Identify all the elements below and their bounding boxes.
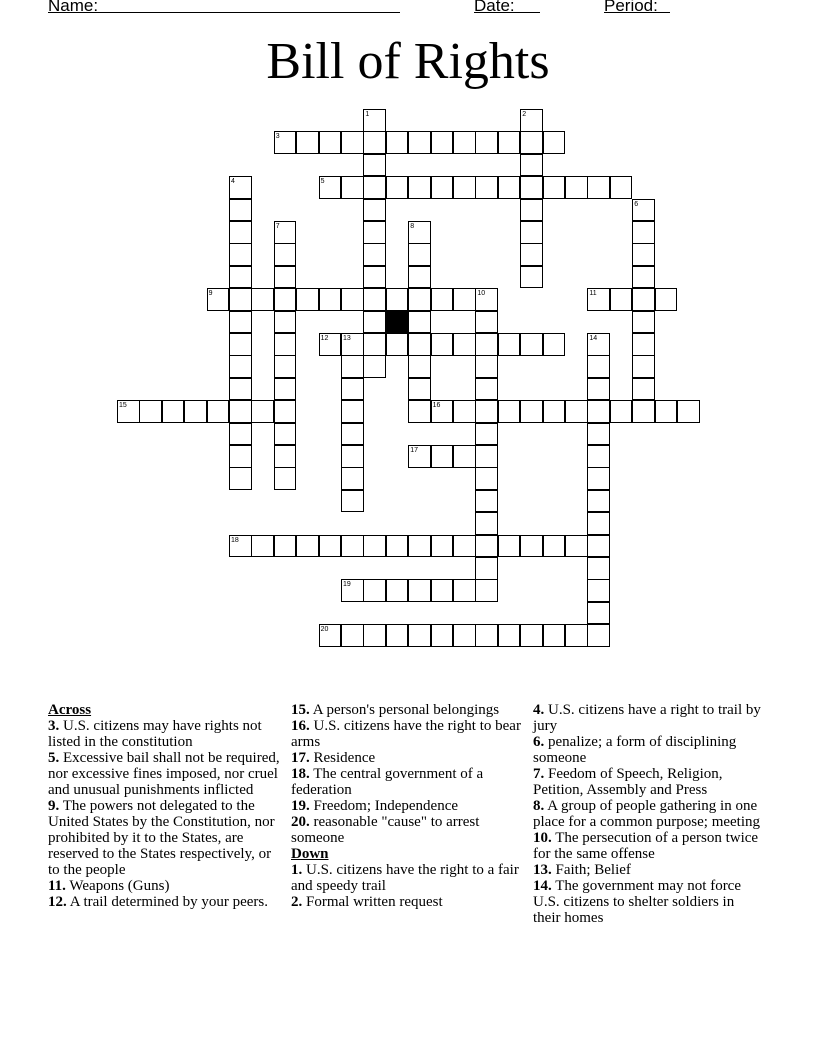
grid-cell[interactable]	[498, 131, 521, 154]
clue-down-10	[533, 830, 765, 862]
clue-number-label: 9	[208, 290, 213, 298]
clue-text: penalize; a form of disciplining someone	[533, 734, 737, 766]
grid-cell[interactable]	[408, 355, 431, 378]
grid-cell[interactable]	[386, 288, 409, 311]
across-heading: Across	[48, 702, 92, 718]
clue-text: U.S. citizens have the right to a fair and speedy trail	[291, 862, 519, 894]
grid-cell[interactable]	[520, 199, 543, 222]
period-label: Period:	[604, 0, 658, 15]
grid-cell[interactable]	[319, 288, 342, 311]
grid-cell[interactable]	[475, 579, 498, 602]
grid-cell[interactable]	[520, 333, 543, 356]
grid-cell[interactable]	[341, 288, 364, 311]
grid-cell[interactable]	[408, 624, 431, 647]
grid-cell[interactable]	[475, 355, 498, 378]
grid-cell[interactable]	[565, 624, 588, 647]
grid-cell[interactable]	[431, 333, 454, 356]
grid-cell[interactable]	[251, 400, 274, 423]
grid-cell[interactable]	[274, 131, 297, 154]
grid-cell[interactable]	[386, 131, 409, 154]
grid-cell[interactable]	[587, 176, 610, 199]
grid-cell[interactable]	[386, 333, 409, 356]
grid-cell[interactable]	[475, 176, 498, 199]
grid-cell[interactable]	[274, 423, 297, 446]
clue-across-11	[48, 878, 280, 894]
grid-cell[interactable]	[363, 243, 386, 266]
clue-number-label: 1	[365, 111, 370, 118]
grid-cell[interactable]	[543, 535, 566, 558]
clue-number-label: 12	[320, 335, 329, 342]
clue-number: 13.	[533, 862, 552, 878]
clue-text: U.S. citizens may have rights not listed in the constitution	[48, 718, 262, 750]
grid-cell[interactable]	[632, 221, 655, 244]
grid-cell[interactable]	[229, 423, 252, 446]
grid-cell[interactable]	[274, 288, 297, 311]
grid-cell[interactable]	[274, 378, 297, 401]
grid-cell[interactable]	[274, 243, 297, 266]
grid-cell[interactable]	[363, 221, 386, 244]
clue-number-label: 2	[522, 111, 527, 118]
clue-text: U.S. citizens have a right to trail by jury	[533, 702, 761, 734]
clue-across-18	[291, 766, 523, 798]
clue-down-4	[533, 702, 765, 734]
grid-cell[interactable]	[655, 400, 678, 423]
date-label: Date:	[474, 0, 515, 15]
grid-cell[interactable]	[587, 423, 610, 446]
grid-cell[interactable]	[453, 288, 476, 311]
clue-text: Faith; Belief	[555, 862, 631, 878]
grid-cell[interactable]	[565, 535, 588, 558]
grid-cell[interactable]	[431, 445, 454, 468]
grid-cell[interactable]	[274, 535, 297, 558]
grid-cell[interactable]	[632, 243, 655, 266]
grid-cell[interactable]	[229, 333, 252, 356]
clue-across-16	[291, 718, 523, 750]
grid-cell[interactable]	[408, 131, 431, 154]
grid-cell[interactable]	[520, 243, 543, 266]
grid-cell[interactable]	[408, 221, 431, 244]
grid-cell[interactable]	[543, 333, 566, 356]
grid-cell[interactable]	[229, 467, 252, 490]
grid-cell[interactable]	[274, 467, 297, 490]
grid-cell[interactable]	[632, 378, 655, 401]
grid-cell[interactable]	[475, 400, 498, 423]
clue-number: 12.	[48, 894, 67, 910]
grid-cell[interactable]	[408, 579, 431, 602]
grid-cell[interactable]	[207, 288, 230, 311]
grid-cell[interactable]	[341, 624, 364, 647]
clue-across-9	[48, 798, 280, 878]
grid-cell[interactable]	[543, 131, 566, 154]
grid-cell[interactable]	[274, 355, 297, 378]
clue-number-label: 14	[589, 335, 598, 342]
clue-text: Feedom of Speech, Religion, Petition, Assembly and Press	[533, 766, 723, 798]
grid-cell[interactable]	[587, 512, 610, 535]
grid-cell[interactable]	[408, 266, 431, 289]
clue-across-19	[291, 798, 523, 814]
grid-cell[interactable]	[498, 176, 521, 199]
clue-number: 17.	[291, 750, 310, 766]
clue-text: Residence	[313, 750, 376, 766]
grid-cell[interactable]	[386, 176, 409, 199]
clue-number: 16.	[291, 718, 310, 734]
grid-cell[interactable]	[229, 266, 252, 289]
grid-cell[interactable]	[475, 490, 498, 513]
clue-number-label: 19	[343, 581, 351, 589]
grid-cell[interactable]	[565, 400, 588, 423]
grid-cell[interactable]	[229, 378, 252, 401]
header-row	[48, 0, 768, 20]
grid-cell[interactable]	[475, 333, 498, 356]
grid-cell[interactable]	[229, 445, 252, 468]
grid-cell[interactable]	[363, 579, 386, 602]
grid-cell[interactable]	[431, 579, 454, 602]
grid-cell[interactable]	[363, 288, 386, 311]
grid-cell[interactable]	[610, 176, 633, 199]
grid-cell[interactable]	[229, 221, 252, 244]
clue-number-label: 10	[477, 290, 486, 298]
grid-cell[interactable]	[431, 624, 454, 647]
grid-cell[interactable]	[408, 535, 431, 558]
clue-down-14	[533, 878, 765, 926]
grid-cell[interactable]	[408, 378, 431, 401]
clue-across-3	[48, 718, 280, 750]
clue-number: 5.	[48, 750, 60, 766]
grid-cell[interactable]	[229, 288, 252, 311]
grid-cell[interactable]	[587, 378, 610, 401]
grid-cell[interactable]	[520, 400, 543, 423]
grid-cell[interactable]	[655, 288, 678, 311]
grid-cell[interactable]	[408, 243, 431, 266]
clue-across-12	[48, 894, 280, 910]
grid-cell[interactable]	[319, 333, 342, 356]
grid-cell[interactable]	[363, 333, 386, 356]
grid-cell[interactable]	[229, 400, 252, 423]
clue-across-5	[48, 750, 280, 798]
grid-cell[interactable]	[632, 288, 655, 311]
clue-text: U.S. citizens have the right to bear arms	[291, 718, 521, 750]
grid-cell[interactable]	[251, 535, 274, 558]
grid-cell[interactable]	[408, 333, 431, 356]
grid-cell[interactable]	[431, 288, 454, 311]
grid-cell[interactable]	[475, 311, 498, 334]
grid-cell[interactable]	[229, 176, 252, 199]
grid-cell[interactable]	[341, 131, 364, 154]
grid-cell[interactable]	[341, 535, 364, 558]
grid-cell[interactable]	[587, 535, 610, 558]
grid-cell[interactable]	[229, 535, 252, 558]
grid-cell[interactable]	[498, 535, 521, 558]
clue-number: 14.	[533, 878, 552, 894]
clue-across-17	[291, 750, 523, 766]
grid-cell[interactable]	[341, 445, 364, 468]
clue-number-label: 17	[410, 447, 418, 454]
clue-text: The central government of a federation	[291, 766, 484, 798]
clue-number: 19.	[291, 798, 310, 814]
grid-cell[interactable]	[475, 445, 498, 468]
grid-cell[interactable]	[139, 400, 162, 423]
clue-number-label: 18	[231, 536, 239, 544]
clue-number: 6.	[533, 734, 545, 750]
grid-cell[interactable]	[363, 311, 386, 334]
grid-cell[interactable]	[386, 535, 409, 558]
grid-cell[interactable]	[565, 176, 588, 199]
clue-column-2	[291, 702, 523, 910]
clue-number: 8.	[533, 798, 545, 814]
grid-cell[interactable]	[296, 535, 319, 558]
grid-cell[interactable]	[117, 400, 140, 423]
grid-cell[interactable]	[363, 355, 386, 378]
clue-number-label: 15	[119, 402, 127, 410]
grid-cell[interactable]	[229, 311, 252, 334]
grid-cell[interactable]	[386, 579, 409, 602]
grid-cell[interactable]	[632, 199, 655, 222]
grid-cell[interactable]	[587, 355, 610, 378]
clue-text: A group of people gathering in one place for a common purpose; meeting	[533, 798, 761, 830]
grid-cell[interactable]	[520, 266, 543, 289]
grid-cell[interactable]	[363, 154, 386, 177]
clue-number-label: 11	[589, 290, 597, 298]
grid-cell[interactable]	[274, 221, 297, 244]
clue-text: Formal written request	[306, 894, 443, 910]
clue-down-7	[533, 766, 765, 798]
grid-cell[interactable]	[296, 288, 319, 311]
grid-cell[interactable]	[296, 131, 319, 154]
clue-text: Freedom; Independence	[313, 798, 459, 814]
grid-cell[interactable]	[475, 378, 498, 401]
grid-cell[interactable]	[632, 355, 655, 378]
grid-cell[interactable]	[341, 579, 364, 602]
grid-cell[interactable]	[498, 624, 521, 647]
grid-cell[interactable]	[520, 109, 543, 132]
grid-cell[interactable]	[319, 176, 342, 199]
grid-cell[interactable]	[453, 333, 476, 356]
grid-cell[interactable]	[341, 400, 364, 423]
grid-cell[interactable]	[184, 400, 207, 423]
grid-cell[interactable]	[341, 423, 364, 446]
grid-cell[interactable]	[587, 579, 610, 602]
grid-cell[interactable]	[341, 355, 364, 378]
grid-cell[interactable]	[632, 333, 655, 356]
grid-cell[interactable]	[632, 311, 655, 334]
clue-text: A trail determined by your peers.	[69, 894, 268, 910]
grid-cell[interactable]	[453, 176, 476, 199]
clue-number: 10.	[533, 830, 552, 846]
grid-cell[interactable]	[386, 624, 409, 647]
grid-cell[interactable]	[587, 400, 610, 423]
clue-text: Excessive bail shall not be required, nor excessive fines imposed, nor cruel and unusual punishments inflicted	[48, 750, 280, 798]
clue-number: 1.	[291, 862, 303, 878]
grid-cell[interactable]	[587, 288, 610, 311]
grid-cell[interactable]	[363, 131, 386, 154]
grid-cell[interactable]	[363, 199, 386, 222]
clue-number: 2.	[291, 894, 303, 910]
date-blank[interactable]	[474, 0, 540, 13]
grid-cell[interactable]	[453, 624, 476, 647]
grid-cell[interactable]	[587, 490, 610, 513]
grid-cell[interactable]	[475, 624, 498, 647]
clue-number-label: 6	[634, 200, 639, 208]
grid-cell[interactable]	[475, 288, 498, 311]
grid-cell[interactable]	[408, 288, 431, 311]
grid-cell[interactable]	[341, 467, 364, 490]
clue-number: 20.	[291, 814, 310, 830]
grid-cell[interactable]	[587, 557, 610, 580]
clue-text: The government may not force U.S. citizens to shelter soldiers in their homes	[533, 878, 741, 926]
down-heading: Down	[291, 846, 329, 862]
grid-cell[interactable]	[408, 176, 431, 199]
grid-cell[interactable]	[341, 490, 364, 513]
clue-number-label: 3	[275, 133, 280, 141]
grid-cell[interactable]	[229, 243, 252, 266]
grid-cell[interactable]	[453, 400, 476, 423]
grid-cell[interactable]	[543, 400, 566, 423]
grid-cell[interactable]	[587, 602, 610, 625]
clue-number: 9.	[48, 798, 60, 814]
grid-cell[interactable]	[274, 311, 297, 334]
clue-text: The powers not delegated to the United States by the Constitution, nor prohibited by it to the States, are reserved to the States respectively, or to the people	[48, 798, 275, 878]
grid-cell[interactable]	[229, 199, 252, 222]
grid-cell[interactable]	[274, 333, 297, 356]
grid-cell[interactable]	[587, 467, 610, 490]
clue-number-label: 8	[410, 223, 415, 230]
grid-cell[interactable]	[475, 557, 498, 580]
grid-cell[interactable]	[408, 311, 431, 334]
grid-cell[interactable]	[475, 131, 498, 154]
grid-cell[interactable]	[162, 400, 185, 423]
grid-cell[interactable]	[587, 445, 610, 468]
grid-cell[interactable]	[363, 109, 386, 132]
grid-cell[interactable]	[319, 624, 342, 647]
grid-cell[interactable]	[498, 333, 521, 356]
black-square	[386, 311, 409, 334]
grid-cell[interactable]	[229, 355, 252, 378]
clue-number: 15.	[291, 702, 310, 718]
grid-cell[interactable]	[408, 445, 431, 468]
grid-cell[interactable]	[431, 535, 454, 558]
grid-cell[interactable]	[677, 400, 700, 423]
clue-down-8	[533, 798, 765, 830]
grid-cell[interactable]	[341, 333, 364, 356]
grid-cell[interactable]	[319, 131, 342, 154]
grid-cell[interactable]	[274, 400, 297, 423]
grid-cell[interactable]	[520, 176, 543, 199]
page-title: Bill of Rights	[266, 33, 550, 90]
grid-cell[interactable]	[408, 400, 431, 423]
grid-cell[interactable]	[520, 535, 543, 558]
grid-cell[interactable]	[251, 288, 274, 311]
grid-cell[interactable]	[543, 176, 566, 199]
grid-cell[interactable]	[431, 131, 454, 154]
period-blank[interactable]	[604, 0, 670, 13]
clue-down-2	[291, 894, 523, 910]
grid-cell[interactable]	[587, 624, 610, 647]
clue-number: 4.	[533, 702, 545, 718]
grid-cell[interactable]	[475, 423, 498, 446]
grid-cell[interactable]	[453, 579, 476, 602]
grid-cell[interactable]	[453, 445, 476, 468]
grid-cell[interactable]	[341, 176, 364, 199]
grid-cell[interactable]	[475, 467, 498, 490]
grid-cell[interactable]	[610, 288, 633, 311]
clue-text: reasonable "cause" to arrest someone	[291, 814, 480, 846]
grid-cell[interactable]	[363, 624, 386, 647]
grid-cell[interactable]	[363, 266, 386, 289]
name-label: Name:	[48, 0, 99, 15]
grid-cell[interactable]	[475, 535, 498, 558]
clue-text: The persecution of a person twice for the same offense	[533, 830, 759, 862]
clue-number-label: 5	[320, 178, 325, 186]
clue-number: 3.	[48, 718, 60, 734]
grid-cell[interactable]	[431, 400, 454, 423]
clue-text: A person's personal belongings	[312, 702, 500, 718]
grid-cell[interactable]	[274, 445, 297, 468]
clue-across-20	[291, 814, 523, 846]
clue-down-6	[533, 734, 765, 766]
grid-cell[interactable]	[363, 176, 386, 199]
clue-number-label: 13	[343, 335, 351, 342]
clue-number: 18.	[291, 766, 310, 782]
grid-cell[interactable]	[274, 266, 297, 289]
grid-cell[interactable]	[543, 624, 566, 647]
grid-cell[interactable]	[453, 535, 476, 558]
grid-cell[interactable]	[498, 400, 521, 423]
grid-cell[interactable]	[319, 535, 342, 558]
grid-cell[interactable]	[587, 333, 610, 356]
clue-down-13	[533, 862, 765, 878]
grid-cell[interactable]	[520, 624, 543, 647]
grid-cell[interactable]	[207, 400, 230, 423]
clue-number-label: 4	[231, 178, 235, 186]
grid-cell[interactable]	[632, 266, 655, 289]
clue-text: Weapons (Guns)	[69, 878, 170, 894]
grid-cell[interactable]	[475, 512, 498, 535]
grid-cell[interactable]	[341, 378, 364, 401]
grid-cell[interactable]	[520, 131, 543, 154]
clue-number: 11.	[48, 878, 66, 894]
clue-number-label: 16	[432, 402, 441, 410]
grid-cell[interactable]	[610, 400, 633, 423]
name-blank[interactable]	[48, 0, 400, 13]
clue-column-1	[48, 702, 280, 910]
grid-cell[interactable]	[453, 131, 476, 154]
grid-cell[interactable]	[363, 535, 386, 558]
grid-cell[interactable]	[520, 221, 543, 244]
clue-down-1	[291, 862, 523, 894]
clue-number-label: 20	[320, 626, 329, 634]
clue-number: 7.	[533, 766, 545, 782]
clue-across-15	[291, 702, 523, 718]
clue-column-3	[533, 702, 765, 926]
grid-cell[interactable]	[431, 176, 454, 199]
grid-cell[interactable]	[632, 400, 655, 423]
grid-cell[interactable]	[520, 154, 543, 177]
clue-number-label: 7	[275, 223, 280, 230]
